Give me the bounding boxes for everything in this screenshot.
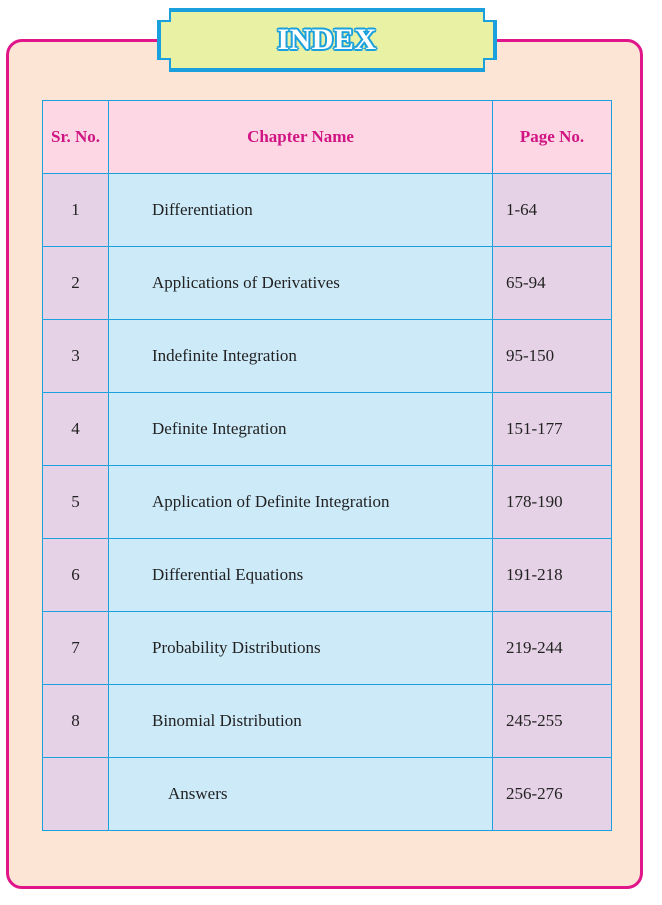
- sr-cell: [43, 758, 109, 831]
- page-cell: 1-64: [493, 174, 612, 247]
- table-row: [43, 539, 612, 612]
- table-row: [43, 685, 612, 758]
- table-row: [43, 393, 612, 466]
- chapter-cell: Binomial Distribution: [109, 685, 493, 758]
- chapter-cell: Applications of Derivatives: [109, 247, 493, 320]
- page-cell: 65-94: [493, 247, 612, 320]
- chapter-cell: Indefinite Integration: [109, 320, 493, 393]
- page-cell: 245-255: [493, 685, 612, 758]
- sr-cell: 1: [43, 174, 109, 247]
- sr-cell: 7: [43, 612, 109, 685]
- sr-cell: 5: [43, 466, 109, 539]
- chapter-cell: Application of Definite Integration: [109, 466, 493, 539]
- chapter-cell: Differentiation: [109, 174, 493, 247]
- table-row: [43, 247, 612, 320]
- sr-cell: 4: [43, 393, 109, 466]
- page-title: INDEX: [277, 23, 377, 56]
- table-row: [43, 612, 612, 685]
- page-cell: 95-150: [493, 320, 612, 393]
- table-row: [43, 758, 612, 831]
- header-sr-no: Sr. No.: [43, 101, 109, 174]
- page-cell: 191-218: [493, 539, 612, 612]
- chapter-cell: Answers: [109, 758, 493, 831]
- sr-cell: 2: [43, 247, 109, 320]
- chapter-cell: Differential Equations: [109, 539, 493, 612]
- sr-cell: 3: [43, 320, 109, 393]
- chapter-cell: Probability Distributions: [109, 612, 493, 685]
- sr-cell: 8: [43, 685, 109, 758]
- page-cell: 151-177: [493, 393, 612, 466]
- header-chapter-name: Chapter Name: [109, 101, 493, 174]
- table-row: [43, 466, 612, 539]
- chapter-cell: Definite Integration: [109, 393, 493, 466]
- table-row: [43, 320, 612, 393]
- header-page-no: Page No.: [493, 101, 612, 174]
- page-cell: 178-190: [493, 466, 612, 539]
- table-row: [43, 174, 612, 247]
- index-table: [42, 100, 612, 831]
- sr-cell: 6: [43, 539, 109, 612]
- page-cell: 256-276: [493, 758, 612, 831]
- page-cell: 219-244: [493, 612, 612, 685]
- table-header-row: [43, 101, 612, 174]
